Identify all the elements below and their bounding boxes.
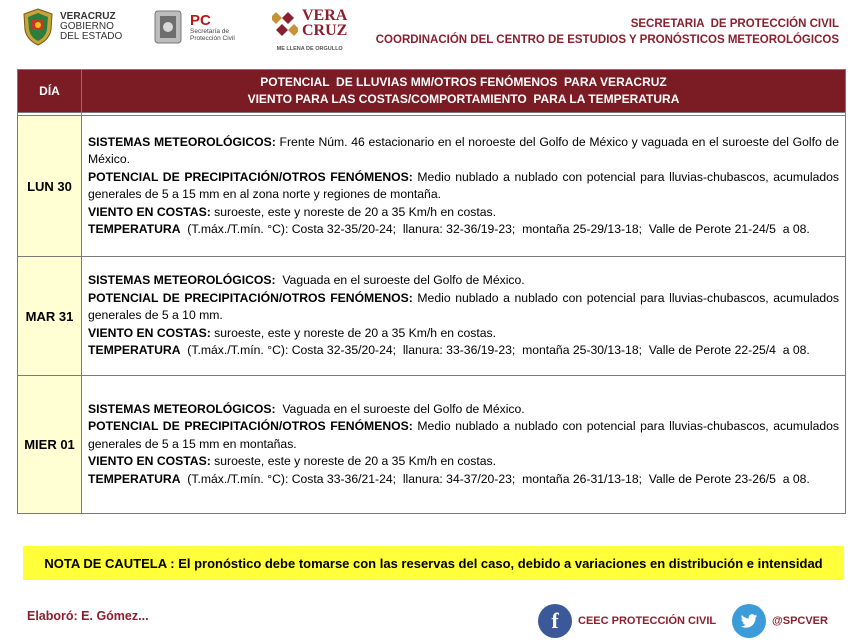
forecast-cell [82,116,846,257]
vc-line2: CRUZ [302,22,348,39]
vc-line1: VERA [302,7,348,24]
facebook-icon: f [538,604,572,638]
viento-label: VIENTO EN COSTAS: [88,204,211,219]
temp-paragraph [88,221,839,239]
facebook-label: CEEC PROTECCIÓN CIVIL [578,615,717,627]
viento-paragraph [88,453,839,471]
temp-label: TEMPERATURA [88,222,181,236]
veracruz-orgullo-logo [272,8,347,52]
viento-text: suroeste, este y noreste de 20 a 35 Km/h en costas. [210,204,497,219]
precip-text: Medio nublado a nublado con potencial para lluvias-chubascos, acumulados generales de 5 a 10 mm. [88,290,839,323]
temp-text: (T.máx./T.mín. °C): Costa 32-35/20-24; llanura: 32-36/19-23; montaña 25-29/13-18; Valle de Perote 21-24/5 a 08. [180,222,810,236]
forecast-cell [82,257,846,376]
precip-label: POTENCIAL DE PRECIPITACIÓN/OTROS FENÓMENOS: [88,169,413,184]
table-header-row [18,70,846,113]
proteccion-civil-logo [152,8,235,46]
temp-text: (T.máx./T.mín. °C): Costa 32-35/20-24; llanura: 33-36/19-23; montaña 25-30/13-18; Valle de Perote 22-25/4 a 08. [180,343,810,358]
logo-ver-line1: VERACRUZ [60,11,116,22]
temp-text: (T.máx./T.mín. °C): Costa 33-36/21-24; llanura: 34-37/20-23; montaña 26-31/13-18; Valle de Perote 23-26/5 a 08. [180,471,810,486]
sistemas-paragraph [88,272,839,290]
precip-label: POTENCIAL DE PRECIPITACIÓN/OTROS FENÓMENOS: [88,290,413,305]
pc-sub-line2: Protección Civil [190,34,235,42]
viento-label: VIENTO EN COSTAS: [88,454,211,469]
sistemas-text: Frente Núm. 46 estacionario en el noroeste del Golfo de México y vaguada en el suroeste del Golfo de México. [88,134,839,166]
precip-text: Medio nublado a nublado con potencial para lluvias-chubascos, acumulados generales de 5 a 15 mm en al zona norte y regiones de montaña. [88,169,839,201]
viento-paragraph [88,325,839,343]
viento-text: suroeste, este y noreste de 20 a 35 Km/h en costas. [210,325,497,340]
twitter-label: @SPCVER [772,615,828,627]
precip-paragraph [88,290,839,325]
day-cell: MAR 31 [18,257,82,376]
state-seal-icon [22,8,54,46]
logo-ver-line2: GOBIERNO [60,21,114,32]
sistemas-label: SISTEMAS METEOROLÓGICOS: [88,401,276,416]
precip-paragraph [88,169,839,204]
forecast-cell [82,376,846,514]
table-row [18,257,846,376]
header-organization [376,16,839,48]
temp-label: TEMPERATURA [88,471,181,486]
forecast-table [17,69,846,514]
temp-paragraph [88,342,839,360]
vc-pattern-icon [272,8,298,44]
caution-note: NOTA DE CAUTELA : El pronóstico debe tomarse con las reservas del caso, debido a variaciones en distribución e intensidad [23,546,844,580]
sistemas-text: Vaguada en el suroeste del Golfo de México. [275,401,525,416]
day-cell: LUN 30 [18,116,82,257]
temp-paragraph [88,471,839,489]
precip-label: POTENCIAL DE PRECIPITACIÓN/OTROS FENÓMENOS: [88,419,413,434]
temp-label: TEMPERATURA [88,343,181,358]
viento-text: suroeste, este y noreste de 20 a 35 Km/h en costas. [210,454,497,469]
col-main-header [82,70,846,113]
precip-text: Medio nublado a nublado con potencial para lluvias-chubascos, acumulados generales de 5 a 15 mm en montañas. [88,419,839,451]
veracruz-gobierno-logo [22,8,122,46]
pc-seal-icon [152,8,184,46]
pc-title: PC [190,11,211,29]
day-cell: MIER 01 [18,376,82,514]
facebook-link[interactable] [538,604,716,638]
sistemas-label: SISTEMAS METEOROLÓGICOS: [88,273,276,288]
org-line2: COORDINACIÓN DEL CENTRO DE ESTUDIOS Y PRONÓSTICOS METEOROLÓGICOS [375,34,839,46]
sistemas-label: SISTEMAS METEOROLÓGICOS: [88,134,276,149]
col-day-header: DÍA [18,70,82,113]
table-title-line2: VIENTO PARA LAS COSTAS/COMPORTAMIENTO PARA LA TEMPERATURA [247,92,680,106]
twitter-link[interactable] [732,604,828,638]
precip-paragraph [88,418,839,453]
table-title-line1: POTENCIAL DE LLUVIAS MM/OTROS FENÓMENOS PARA VERACRUZ [260,75,667,89]
twitter-icon [732,604,766,638]
viento-label: VIENTO EN COSTAS: [88,325,211,340]
pc-sub-line1: Secretaría de [190,27,230,35]
viento-paragraph [88,204,839,222]
vc-tagline: ME LLENA DE ORGULLO [276,46,343,52]
prepared-by: Elaboró: E. Gómez... [27,609,149,623]
logo-ver-line3: DEL ESTADO [60,31,123,42]
sistemas-paragraph [88,134,839,169]
sistemas-paragraph [88,401,839,419]
page-header [0,0,861,62]
sistemas-text: Vaguada en el suroeste del Golfo de México. [275,273,525,288]
org-line1: SECRETARIA DE PROTECCIÓN CIVIL [630,18,839,30]
table-row [18,116,846,257]
table-row [18,376,846,514]
